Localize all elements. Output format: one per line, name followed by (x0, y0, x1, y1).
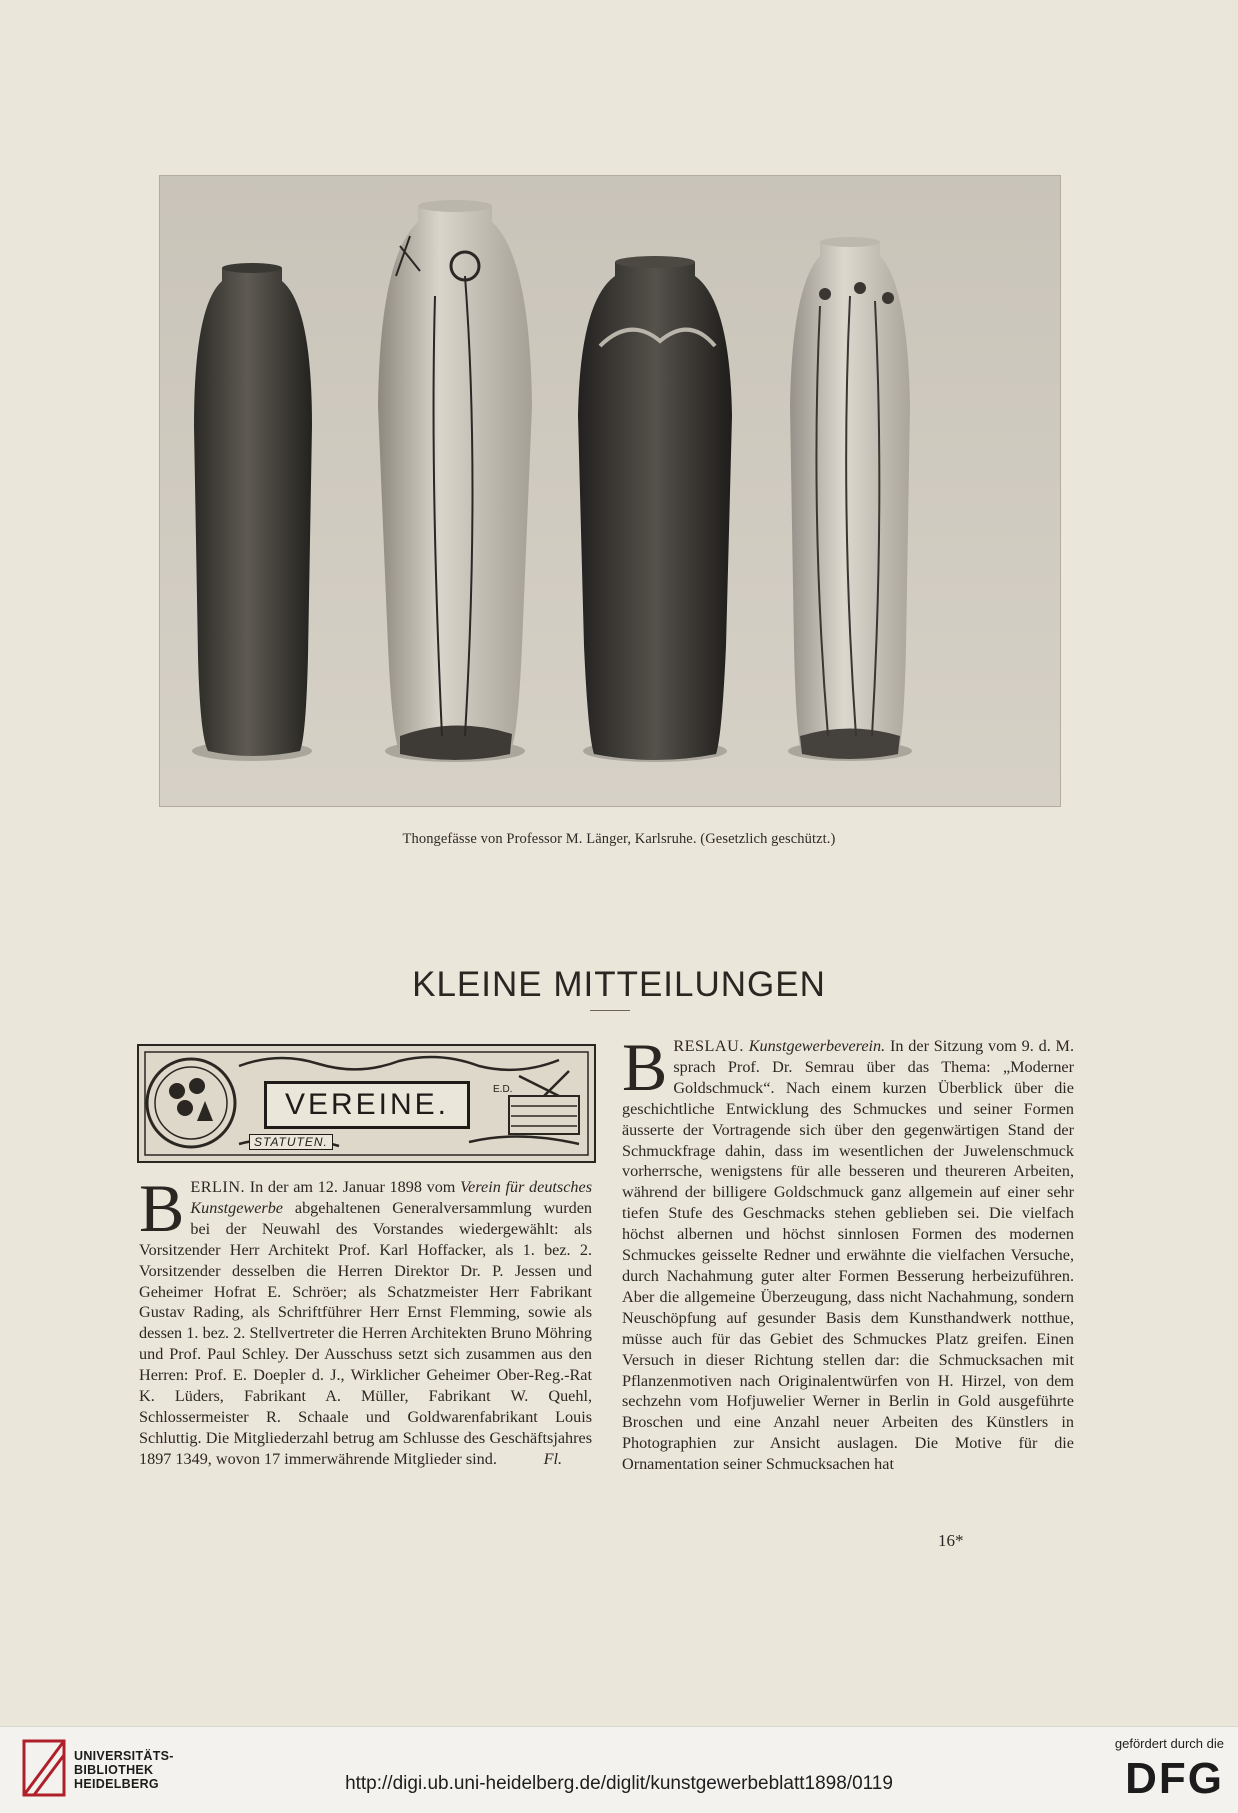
vases-illustration (160, 176, 1060, 806)
footer-bar (0, 1726, 1238, 1813)
vereine-banner (137, 1044, 596, 1163)
article-italic: Verein für deutsches Kunstgewerbe (190, 1178, 592, 1217)
dropcap: B (622, 1029, 668, 1105)
dropcap: B (139, 1170, 185, 1246)
article-text: abgehaltenen Generalversammlung wurden bei der Neuwahl des Vorstandes wiedergewählt: als Vorsitzender Herr Architekt Prof. Karl Hoffacker, als 1. bez. 2. Vorsitzender desselben die Herren Direktor Dr. P. Jessen und Geheimer Hofrat E. Schröer; als Schatzmeister Herr Fabrikant Gustav Rading, als Schriftführer Herr Ernst Flemming, sowie als dessen 1. bez. 2. Stellvertreter die Herren Architekten Bruno Möhring und Prof. Paul Schley. Der Ausschuss setzt sich zusammen aus den Herren: Prof. E. Doepler d. J., Wirklicher Geheimer Ober-Reg.-Rat K. Lüders, Fabrikant A. Müller, Fabrikant W. Quehl, Schlossermeister R. Schaale und Goldwarenfabrikant Louis Schluttig. Die Mitgliederzahl betrug am Schlusse des Geschäftsjahres 1897 1349, wovon 17 immerwährende Mitglieder sind. (139, 1198, 592, 1468)
article-text: In der am 12. Januar 1898 vom (245, 1178, 461, 1196)
page-number: 16* (938, 1531, 964, 1550)
funded-by-label: gefördert durch die (1114, 1736, 1224, 1751)
article-berlin (139, 1170, 592, 1470)
banner-monogram: E.D. (493, 1084, 513, 1095)
article-lead: ERLIN. (190, 1178, 246, 1196)
library-name[interactable]: UNIVERSITÄTS- BIBLIOTHEK HEIDELBERG (74, 1749, 174, 1791)
heading-divider (590, 1010, 630, 1011)
photo-caption: Thongefässe von Professor M. Länger, Karlsruhe. (Gesetzlich geschützt.) (402, 831, 836, 847)
article-breslau (622, 1029, 1074, 1475)
vases-photograph (159, 175, 1061, 807)
dfg-logo[interactable]: DFG (1125, 1754, 1224, 1803)
document-url-link[interactable]: http://digi.ub.uni-heidelberg.de/diglit/kunstgewerbeblatt1898/0119 (345, 1773, 893, 1794)
banner-title: VEREINE. (264, 1081, 470, 1129)
article-text: In der Sitzung vom 9. d. M. sprach Prof. Dr. Semrau über das Thema: „Moderner Goldschmuck“. Nach einem kurzen Überblick über die geschichtliche Entwicklung des Schmuckes und seiner Formen äusserte der Vortragende sich über den gegenwärtigen Stand der Schmuckfrage dahin, dass im wesentlichen der Juwelenschmuck vorherrsche, wenigstens für alle besseren und theureren Arbeiten, während der billigere Goldschmuck ganz allgemein auf einer sehr tiefen Stufe des Geschmacks stehen geblieben sei. Die vielfach höchst albernen und höchst sinnlosen Formen des modernen Schmuckes geisselte Redner und erwähnte die vielfachen Versuche, durch Nachahmung guter alter Formen Besserung herbeizuführen. Aber die allgemeine Überzeugung, dass nicht Nachahmung, sondern Neuschöpfung auf gesunder Basis dem Kunsthandwerk notthue, müsse auch für das Gebiet des Schmuckes Platz greifen. Einen Versuch in dieser Richtung stellen dar: die Schmucksachen mit Pflanzenmotiven nach Originalentwürfen von H. Hirzel, von dem sechzehn vom Hofjuwelier Werner in Berlin in Gold ausgeführte Broschen und eine Anzahl neuer Arbeiten des Künstlers in Photographien zur Ansicht auslagen. Die Motive für die Ornamentation seiner Schmucksachen hat (622, 1037, 1074, 1474)
article-italic: Kunstgewerbeverein. (748, 1037, 886, 1055)
section-heading: KLEINE MITTEILUNGEN (412, 965, 826, 1005)
article-signature: Fl. (543, 1449, 562, 1468)
banner-subtitle: STATUTEN. (249, 1134, 333, 1150)
article-lead: RESLAU. (673, 1037, 744, 1055)
